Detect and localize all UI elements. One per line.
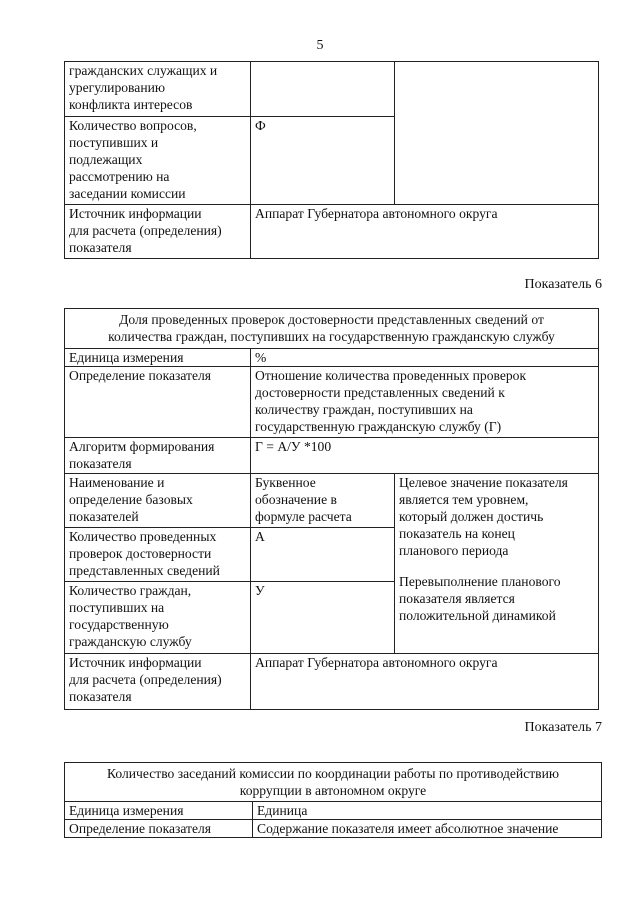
row-value: У (251, 582, 395, 654)
note-target: Целевое значение показателя является тем уровнем, который должен достичь показатель на конец планового периода (399, 475, 568, 558)
formula: Г = А/У *100 (251, 438, 599, 474)
row-label: Единица измерения (65, 802, 253, 820)
table-row (65, 438, 599, 474)
table-row (65, 349, 599, 367)
indicator-7-table (64, 762, 602, 838)
table-row (65, 474, 599, 528)
note-overperformance: Перевыполнение планового показателя является положительной динамикой (399, 574, 561, 623)
indicator-6-title: Доля проведенных проверок достоверности представленных сведений от количества граждан, поступивших на государственную гражданскую службу (65, 309, 599, 349)
row-value: Аппарат Губернатора автономного округа (251, 205, 599, 259)
cell-text: Источник информации для расчета (определения) показателя (69, 206, 222, 255)
row-label: Источник информации для расчета (определения) показателя (65, 654, 251, 710)
row-value: Единица (253, 802, 602, 820)
table-row (65, 309, 599, 349)
page-number: 5 (316, 38, 324, 53)
cell-text: гражданских служащих и урегулированию конфликта интересов (69, 63, 218, 112)
previous-indicator-table (64, 61, 599, 259)
indicator-7-title: Количество заседаний комиссии по координации работы по противодействию коррупции в автономном округе (65, 763, 602, 802)
table-row (65, 763, 602, 802)
indicator-6-table (64, 308, 599, 710)
row-value: Отношение количества проведенных проверок достоверности представленных сведений к количеству граждан, поступивших на государственную гражданскую службу (Г) (251, 367, 599, 438)
row-label: Определение показателя (65, 367, 251, 438)
row-value (251, 62, 395, 117)
row-label: Алгоритм формирования показателя (65, 438, 251, 474)
row-label: Количество граждан, поступивших на государственную гражданскую службу (65, 582, 251, 654)
row-label: Количество проведенных проверок достоверности представленных сведений (65, 528, 251, 582)
table-row (65, 367, 599, 438)
row-label: Единица измерения (65, 349, 251, 367)
indicator-6-label: Показатель 6 (524, 277, 602, 292)
notes-cell (395, 62, 599, 205)
table-row (65, 654, 599, 710)
row-value: Аппарат Губернатора автономного округа (251, 654, 599, 710)
notes-cell (395, 474, 599, 654)
table-row (65, 62, 599, 117)
row-value: А (251, 528, 395, 582)
row-label (65, 62, 251, 117)
row-value: Содержание показателя имеет абсолютное значение (253, 820, 602, 838)
cell-text: Количество вопросов, поступивших и подлежащих рассмотрению на заседании комиссии (69, 118, 197, 201)
row-label (65, 117, 251, 205)
indicator-7-label: Показатель 7 (524, 720, 602, 735)
row-value: Буквенное обозначение в формуле расчета (251, 474, 395, 528)
table-row (65, 820, 602, 838)
row-value: % (251, 349, 599, 367)
row-label: Определение показателя (65, 820, 253, 838)
row-value: Ф (251, 117, 395, 205)
row-label (65, 205, 251, 259)
table-row (65, 205, 599, 259)
table-row (65, 802, 602, 820)
row-label: Наименование и определение базовых показателей (65, 474, 251, 528)
